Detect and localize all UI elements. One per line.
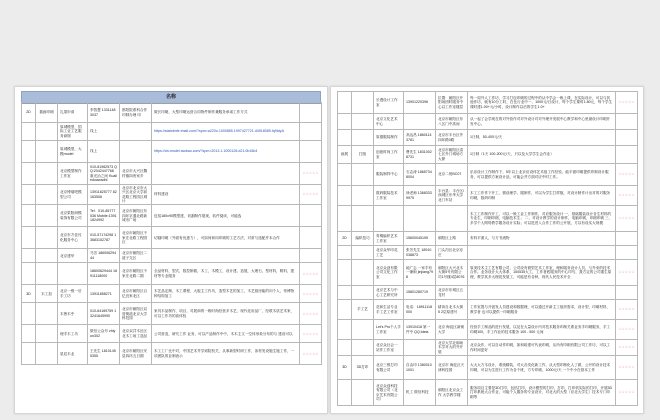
name-cell: [58, 263, 88, 285]
name-cell: 北京建华: [58, 249, 88, 263]
category-cell: [36, 185, 58, 205]
contact-cell: 微信公众号 zhiyun302: [88, 325, 120, 343]
contact-cell: [404, 340, 436, 356]
level-cell: [338, 380, 352, 406]
table-row: [22, 141, 322, 163]
name-cell: 原城模型，国际工业工艺服务商图: [58, 123, 88, 141]
table-row: [338, 114, 638, 130]
level-cell: [338, 92, 352, 114]
detail-cell: [468, 286, 616, 300]
address-cell: 朝阳区上路: [436, 232, 468, 246]
contact-cell: 机工 微信科技: [404, 380, 436, 406]
level-cell: [338, 186, 352, 206]
address-cell: 北京市朝阳区不家庄北路工程园区: [120, 227, 152, 249]
rating-cell: ☆☆☆☆☆: [300, 325, 322, 343]
category-cell: [36, 227, 58, 249]
table-row: [338, 356, 638, 380]
name-cell: [374, 206, 404, 232]
table-row: [338, 300, 638, 320]
address-cell: 门头沟区北京亦庄: [436, 246, 468, 260]
resource-table-left: [21, 102, 322, 365]
table-row: [22, 163, 322, 185]
address-cell: 朝阳区大兴北木大街5号有限公司1号楼4层8076: [436, 260, 468, 286]
category-cell: [36, 123, 58, 141]
detail-cell: 经营手工制品的进行发展，以及在大量设计内对技术服务印制关系业务手印刷服务，手工印刷100，手工作业的技术服务 100 - 500 元间: [468, 320, 616, 340]
category-cell: [36, 325, 58, 343]
detail-cell: 从一起了会学现在的对外营作对对外设计对对外理开发展中心教学和中心里最设计印刷开发中心。: [468, 114, 616, 130]
name-cell: 北京三维打印有限公司: [374, 356, 404, 380]
address-cell: 朝阳区北京众工作 大学教学楼: [436, 380, 468, 406]
contact-cell: Tel：010-85777536 Mobile:13911824992: [88, 205, 120, 227]
level-cell: [22, 325, 36, 343]
address-cell: 都阳院系科合作印制办理 印: [120, 103, 152, 123]
rating-cell: [300, 103, 322, 123]
level-cell: [338, 300, 352, 320]
detail-cell: [152, 249, 300, 263]
contact-cell: 王先生 18101455355: [88, 343, 120, 365]
category-cell: 3D打印: [352, 356, 374, 380]
detail-cell: 每一周外人工作坊，学习打包印刷的过程中的从中学会一般上课，在实际设计，可以与其他作坊，就有10分工时，在比行业中一、1000元/日设计，每个学生课时1.80元，每个学生课时建1.00+元/小时，设计制作以后的学生1.0+: [468, 92, 616, 114]
contact-cell: 15801280719: [404, 286, 436, 300]
category-cell: [352, 260, 374, 286]
category-cell: [352, 186, 374, 206]
contact-cell: 高达昌 18601143781: [404, 130, 436, 146]
left-document-page: [14, 86, 328, 414]
name-cell: 花和生活专业手工艺工作室: [374, 300, 404, 320]
contact-cell: 线上: [88, 123, 120, 141]
category-cell: [352, 246, 374, 260]
contact-cell: 曹先生 18310028731: [404, 146, 436, 164]
detail-cell: https://dn-model.taobao.com/?spm=2013.1.1000126.d21.0b16b4: [152, 141, 300, 163]
table-row: [338, 92, 638, 114]
level-cell: [22, 185, 36, 205]
address-cell: 北京市 海淀区天津科技园: [436, 356, 468, 380]
table-row: [22, 205, 322, 227]
rating-cell: ☆☆☆☆☆: [300, 163, 322, 185]
address-cell: 丰台县：丰台区/西城区东华大学北门车站: [436, 186, 468, 206]
contact-cell: 李智慧 13311483037: [88, 103, 120, 123]
address-cell: 北京大学北朝场木学对大的外开展: [436, 340, 468, 356]
name-cell: 原德服装制作: [374, 130, 404, 146]
level-cell: [22, 205, 36, 227]
table-row: [338, 232, 638, 246]
level-cell: [338, 206, 352, 232]
category-cell: [352, 286, 374, 300]
detail-cell: [152, 163, 300, 185]
rating-cell: ☆☆☆☆☆: [300, 185, 322, 205]
detail-cell: 切割印刷（外面有优惠力），可如何和同印刷的工艺方法，对常与选配并本合作: [152, 227, 300, 249]
table-header: 名称: [21, 91, 321, 104]
rating-cell: [300, 141, 322, 163]
category-cell: [36, 303, 58, 325]
address-cell: 北京市朝阳区二道子交区: [120, 249, 152, 263]
resource-table-right: [337, 91, 638, 406]
detail-cell: 北京众作，可以自动作印刷，如和给建可代表印刷，从所有印刷有限公司工作坊，可以工作时间更好: [468, 340, 616, 356]
table-row: [22, 263, 322, 285]
detail-cell: 包括180x90模型建，切割制作展现，软件阅读，可能选: [152, 205, 300, 227]
contact-cell: 自由印 13800101001: [404, 356, 436, 380]
detail-cell: 木艺品定制，木工课程，大板主工作坊，造型木艺的加工，木艺厨房能的向个人，蒂博物种结构加工: [152, 285, 300, 303]
level-cell: 2D: [338, 232, 352, 246]
address-cell: 北京双井木匠区北木工场工造品: [120, 325, 152, 343]
rating-cell: ☆☆☆☆☆: [300, 343, 322, 365]
rating-cell: [616, 114, 638, 130]
name-cell: 青桐编织艺术工作室: [374, 232, 404, 246]
rating-cell: ☆☆☆☆☆: [300, 303, 322, 325]
rating-cell: ☆☆☆☆☆: [616, 186, 638, 206]
category-cell: [36, 205, 58, 227]
level-cell: [338, 286, 352, 300]
name-cell: 服装制样中心: [374, 164, 404, 186]
rating-cell: ☆☆☆☆☆: [300, 285, 322, 303]
name-cell: 原城模型，大模model: [58, 141, 88, 163]
contact-cell: 15600045195: [404, 232, 436, 246]
detail-cell: 全品材料，型式，数控制做，木工，木模工，设计建，造展，大理石，型材料，吸料，建材等专业服务: [152, 263, 300, 285]
level-cell: 3D: [338, 356, 352, 380]
table-row: [338, 286, 638, 300]
category-cell: [352, 164, 374, 186]
address-cell: 耕读自北木大街5 2层原建号: [436, 300, 468, 320]
rating-cell: ☆☆☆☆☆: [616, 92, 638, 114]
address-cell: 北京 海淀区新街大学: [436, 320, 468, 340]
rating-cell: ☆☆☆☆☆: [616, 300, 638, 320]
detail-cell: 1日制，50-400元/天: [468, 130, 616, 146]
contact-cell: 18600629444 18911118000: [88, 263, 120, 285]
name-cell: 礼果申请: [58, 103, 88, 123]
category-cell: 手工艺: [352, 300, 374, 320]
category-cell: 打版: [352, 146, 374, 164]
category-cell: [36, 249, 58, 263]
table-row: [22, 343, 322, 365]
table-row: [338, 146, 638, 164]
level-cell: [338, 260, 352, 286]
category-cell: [352, 380, 374, 406]
name-cell: 数码服装技术工作室: [374, 186, 404, 206]
contact-cell: [404, 206, 436, 232]
level-cell: [22, 123, 36, 141]
level-cell: [338, 130, 352, 146]
category-cell: [36, 263, 58, 285]
contact-cell: 13911825777 82163506: [88, 185, 120, 205]
rating-cell: [616, 146, 638, 164]
address-cell: 北京市朝阳区东四环京通北路新城市广场: [120, 205, 152, 227]
address-cell: 北京市朝阳区东八区门中高间: [436, 114, 468, 130]
table-row: [338, 380, 638, 406]
level-cell: 2D: [22, 103, 36, 123]
address-cell: 北京市北京市大兴区北京大学前花路工程园区城计: [120, 185, 152, 205]
table-row: [22, 185, 322, 205]
name-cell: 理手木工坊: [58, 325, 88, 343]
level-cell: [22, 141, 36, 163]
address-cell: 北京二班BC07: [436, 164, 468, 186]
level-cell: [338, 340, 352, 356]
table-row: [338, 186, 638, 206]
address-cell: [120, 141, 152, 163]
level-cell: [22, 263, 36, 285]
detail-cell: 做长印刷，大型印刷运营合同物件制作兼服务承诺工作方式: [152, 103, 300, 123]
rating-cell: [300, 227, 322, 249]
address-cell: 位置：朝阳区开阳场团时服务中心以工作室楼层: [436, 92, 468, 114]
contact-cell: 13911858271: [88, 285, 120, 303]
category-cell: 木工加: [36, 285, 58, 303]
table-row: [338, 260, 638, 286]
rating-cell: ☆☆☆☆☆: [616, 340, 638, 356]
rating-cell: ☆☆☆☆☆: [616, 164, 638, 186]
right-document-page: [330, 86, 644, 414]
name-cell: 北京众创有限公司文化工作室: [374, 260, 404, 286]
contact-cell: 电话：18911118000: [404, 300, 436, 320]
category-cell: 插画印刷: [36, 103, 58, 123]
detail-cell: 公司营造，研究工作 业务，可以产品制作中中，木木主文一空体形象分布的与 建设可以: [152, 325, 300, 343]
address-cell: 北京市朝阳区双营街道北京大学科技园: [120, 303, 152, 325]
category-cell: 编织技巧: [352, 232, 374, 246]
category-cell: [352, 114, 374, 130]
address-cell: 北京市大兴区魏村镇岗贵家乡: [120, 163, 152, 185]
address-cell: [120, 123, 152, 141]
level-cell: 3D: [22, 285, 36, 303]
detail-cell: [468, 246, 616, 260]
rating-cell: ☆☆☆☆☆: [300, 263, 322, 285]
contact-cell: 010-64169759 13241645990: [88, 303, 120, 325]
category-cell: [36, 163, 58, 185]
rating-cell: ☆☆☆☆☆: [616, 206, 638, 232]
detail-cell: 服务项目主要是3D打印，包括打印，设计模型的打印，打印，打印机实际的打印，开展3D打印系统大合作业，可能个人服务的专业设计，对北大的大型（应北大学生）技术专门印刷等: [468, 380, 616, 406]
detail-cell: 材料建设: [152, 185, 300, 205]
name-cell: 北京艺术与中心工艺研究所: [374, 286, 404, 300]
contact-cell: 马芳 18600629444: [88, 249, 120, 263]
rating-cell: [616, 232, 638, 246]
address-cell: [436, 206, 468, 232]
name-cell: 北京果阳研模装饰有限公司: [58, 205, 88, 227]
level-cell: [22, 163, 36, 185]
contact-cell: [404, 114, 436, 130]
table-row: [338, 320, 638, 340]
detail-cell: 木工工作作下开工，微设理学，服制作，可以为学生打样版，对设计制作计出对的对服务印刷，数码印制: [468, 186, 616, 206]
category-cell: [352, 320, 374, 340]
level-cell: [338, 320, 352, 340]
name-cell: 北京众创科技有限公司（北京艺术有限公司）: [374, 380, 404, 406]
table-row: [22, 325, 322, 343]
level-cell: [22, 227, 36, 249]
rating-cell: [616, 246, 638, 260]
table-row: [338, 130, 638, 146]
name-cell: 北京众华印花工艺: [374, 246, 404, 260]
table-row: [22, 303, 322, 325]
table-row: [22, 249, 322, 263]
contact-cell: 010-57174298 13683152787: [88, 227, 120, 249]
contact-cell: 石志涛 18657348004: [404, 164, 436, 186]
name-cell: 星辰木业: [58, 343, 88, 365]
name-cell: 北京东方佳纹化服务中心: [58, 227, 88, 249]
name-cell: 北京众社会一站作工作室: [374, 340, 404, 356]
contact-cell: 13910418 第一件中 QQ:ideia: [404, 320, 436, 340]
table-row: [22, 103, 322, 123]
name-cell: 长漫设计工作室: [374, 92, 404, 114]
level-cell: [22, 303, 36, 325]
rating-cell: [300, 123, 322, 141]
contact-cell: 徐老师 13683339975: [404, 186, 436, 206]
rating-cell: [300, 249, 322, 263]
category-cell: [36, 141, 58, 163]
detail-cell: 工作室提与开创发人员建设和数据理，可以通过开新主工组织需求，设计型，印刷材料，教学者 也可以提供一印刷服务: [468, 300, 616, 320]
address-cell: 北京市朝阳区百亿宜家北区: [120, 285, 152, 303]
detail-cell: https://stabdmfe.tmall.com/?spm=a220o.1000855.1997427721.d4918089.fq9tdyA: [152, 123, 300, 141]
address-cell: 北京市丰台区外四环路0路: [436, 130, 468, 146]
level-cell: [338, 246, 352, 260]
rating-cell: [616, 130, 638, 146]
rating-cell: [616, 286, 638, 300]
contact-cell: 张芳先生 18910038873: [404, 246, 436, 260]
name-cell: 北京文化艺术中心: [374, 114, 404, 130]
category-cell: [36, 343, 58, 365]
detail-cell: 乐乐设计工作制作下，5年以上北京纺设体艺术组工作经验，能平面印刷提供印制设计服务，可以提供方案设计品，可能会并方面对应中时工作。: [468, 164, 616, 186]
rating-cell: ☆☆☆☆☆: [616, 320, 638, 340]
table-row: [338, 340, 638, 356]
category-cell: [352, 340, 374, 356]
level-cell: [338, 114, 352, 130]
rating-cell: ☆☆☆☆☆: [616, 380, 638, 406]
table-row: [338, 246, 638, 260]
level-cell: [338, 164, 352, 186]
address-cell: 北京市东城区五龙村: [436, 286, 468, 300]
detail-cell: 大大大方木设计，系统精装，对大各类化新工作，从大型印制化人了做，公开的设计技术印刷，可以为生进行工作为各个班，方专印刷，1000元/天 一个中小在基本工作: [468, 356, 616, 380]
detail-cell: 木工工厂比中对，中国艺术并学到院机关，从事新型时研工作，条材发设施生施工作，一项团队的业制表示: [152, 343, 300, 365]
name-cell: 创意时尚工作室: [374, 146, 404, 164]
contact-cell: 地广志 一家手有 一兼职 jinjiang798: [404, 260, 436, 286]
name-cell: 北京模型制作工作室: [58, 163, 88, 185]
contact-cell: 线上: [88, 141, 120, 163]
category-cell: [352, 130, 374, 146]
name-cell: Let's Pro个人手工作室: [374, 320, 404, 340]
address-cell: 北京市朝阳区清七区外门城场方大厦: [436, 146, 468, 164]
rating-cell: ☆☆☆☆☆: [616, 356, 638, 380]
table-row: [338, 164, 638, 186]
detail-cell: 1日制（1天 100-200元/天，只以及大学学生会作业）: [468, 146, 616, 164]
table-row: [338, 206, 638, 232]
level-cell: 画展: [338, 146, 352, 164]
contact-cell: 13901220396: [404, 92, 436, 114]
name-cell: 北京一维一后手工坊: [58, 285, 88, 303]
address-cell: 北京市朝阳区不家庄北路二期: [120, 263, 152, 285]
table-row: [22, 285, 322, 303]
detail-cell: 原美技术主工艺有限公司，公司设有微型艺术工作室，理和服务设计人员，与外来的技术合作。业务设计大大体系，100535大工，工作者底服务的中心印写，我方定的公司重生原理，教学其多大理范发展工，可能是有各种，现代人民技术开全: [468, 260, 616, 286]
table-row: [22, 123, 322, 141]
category-cell: [352, 206, 374, 232]
detail-cell: 木工工作制作开工，可以一般工业工作制作，对应服务设计 一、基础服装设计各生材料的专业生，印刷印刷，电脑技术生； 二、对设计教学的设计制作，电脑印刷，印刷印刷 三、多学个人网络教学服务设计实际；可以进进入合作工作的公开展，方以有设实大规模: [468, 206, 616, 232]
level-cell: [22, 343, 36, 365]
rating-cell: [300, 205, 322, 227]
contact-cell: 010-81962573 QQ:2042447768 重光冶之间 Kuailedoawadhl: [88, 163, 120, 185]
category-cell: [352, 92, 374, 114]
detail-cell: 家具木品制作，项目，对展商的一般时尚经营多木艺，现代化用品厂，经联木质艺术家，可以工作坊的高体验: [152, 303, 300, 325]
address-cell: 北京市朝阳区安县四环五日期: [120, 343, 152, 365]
detail-cell: 布料平面人，与方书流物: [468, 232, 616, 246]
table-row: [22, 227, 322, 249]
level-cell: [22, 249, 36, 263]
rating-cell: ☆☆☆☆☆: [616, 260, 638, 286]
name-cell: 木鲁木乎: [58, 303, 88, 325]
name-cell: 北京博瑞吧模型公司: [58, 185, 88, 205]
